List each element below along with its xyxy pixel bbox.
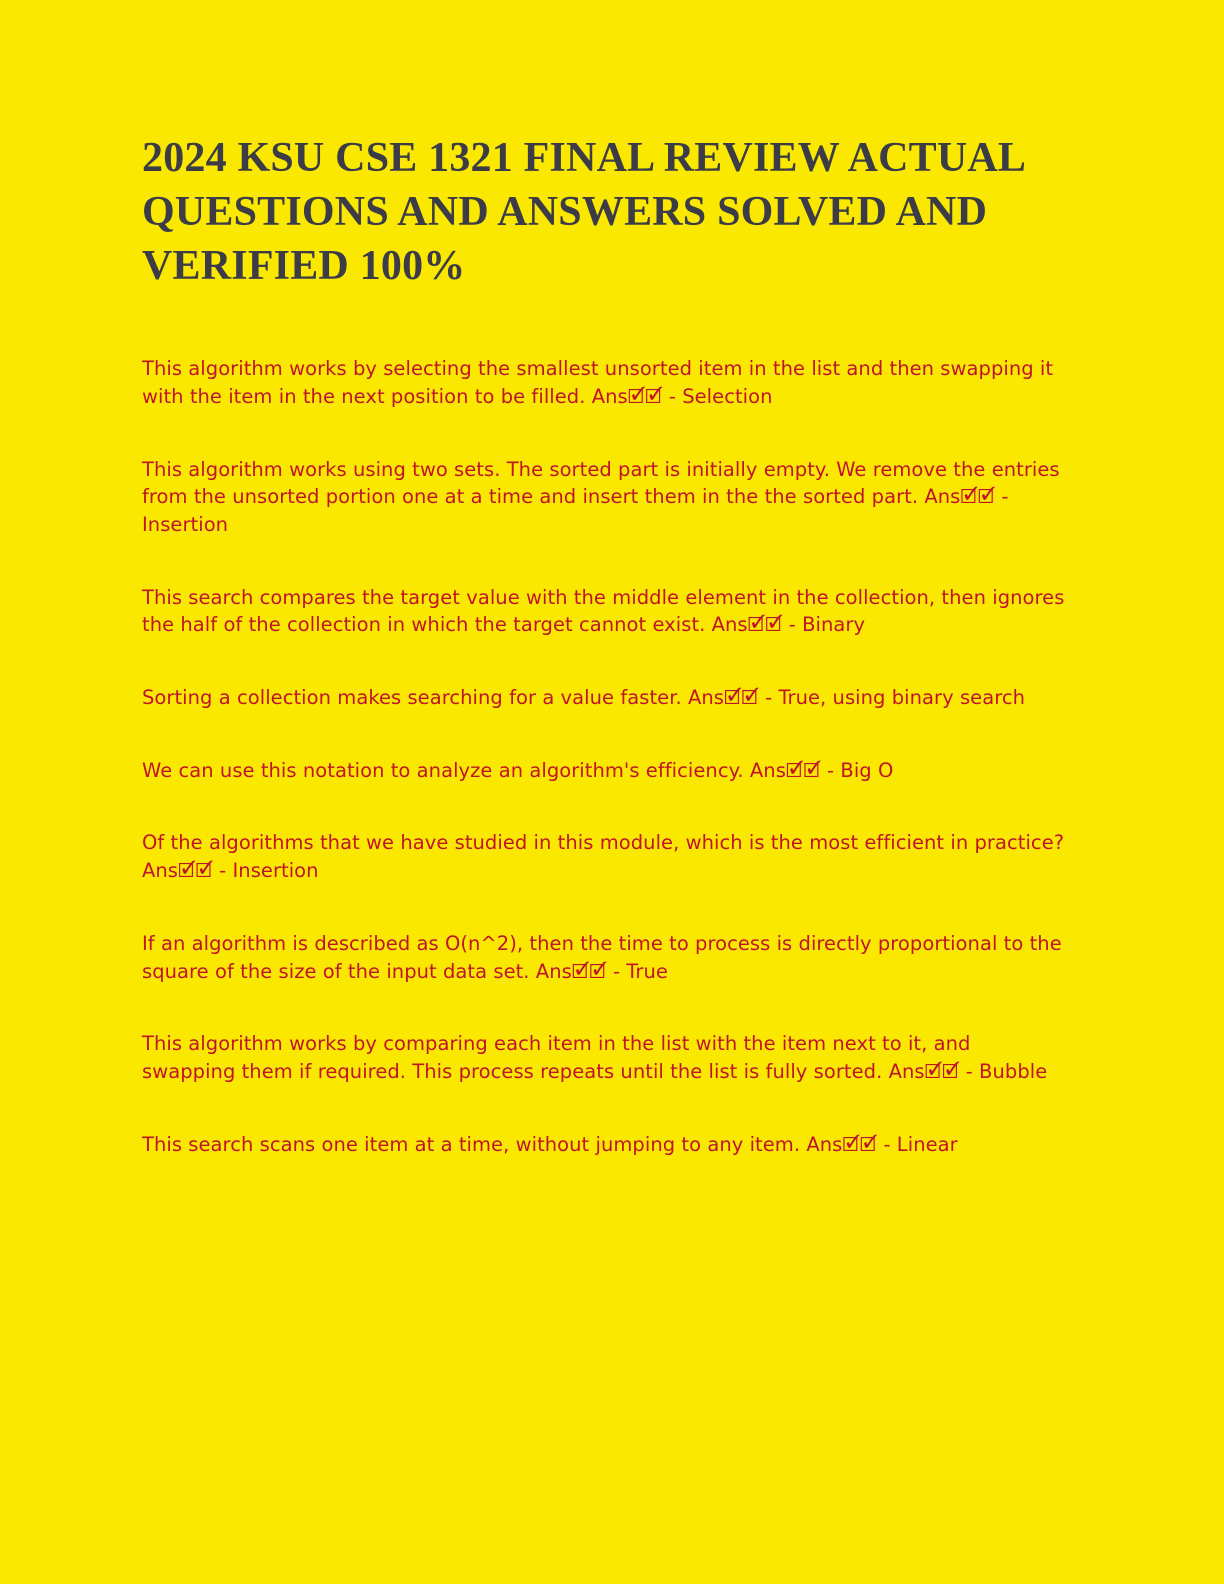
qa-item: This algorithm works by selecting the smallest unsorted item in the list and then swapping it with the item in the next position to be filled. Ans🗹🗹 - Selection [142, 357, 1054, 408]
qa-item: We can use this notation to analyze an algorithm's efficiency. Ans🗹🗹 - Big O [142, 758, 894, 782]
page-title: 2024 KSU CSE 1321 FINAL REVIEW ACTUAL QUESTIONS AND ANSWERS SOLVED AND VERIFIED 100% [142, 135, 1024, 289]
qa-item: This algorithm works by comparing each item in the list with the item next to it, and swapping them if required. This process repeats until the list is fully sorted. Ans🗹🗹 - Bubble [142, 1032, 1048, 1083]
qa-item: This algorithm works using two sets. The sorted part is initially empty. We remove the entries from the unsorted portion one at a time and insert them in the the sorted part. Ans🗹🗹 - Insertion [142, 457, 1060, 536]
qa-item: Sorting a collection makes searching for a value faster. Ans🗹🗹 - True, using binary search [142, 686, 1026, 710]
qa-item: This search scans one item at a time, without jumping to any item. Ans🗹🗹 - Linear [142, 1132, 958, 1156]
qa-item: If an algorithm is described as O(n^2), then the time to process is directly proportional to the square of the size of the input data set. Ans🗹🗹 - True [142, 931, 1062, 983]
qa-item: This search compares the target value with the middle element in the collection, then ignores the half of the collection in which the target cannot exist. Ans🗹🗹 - Binary [142, 585, 1065, 637]
qa-list [142, 355, 1084, 1158]
qa-item: Of the algorithms that we have studied in this module, which is the most efficient in practice? Ans🗹🗹 - Insertion [142, 831, 1065, 883]
